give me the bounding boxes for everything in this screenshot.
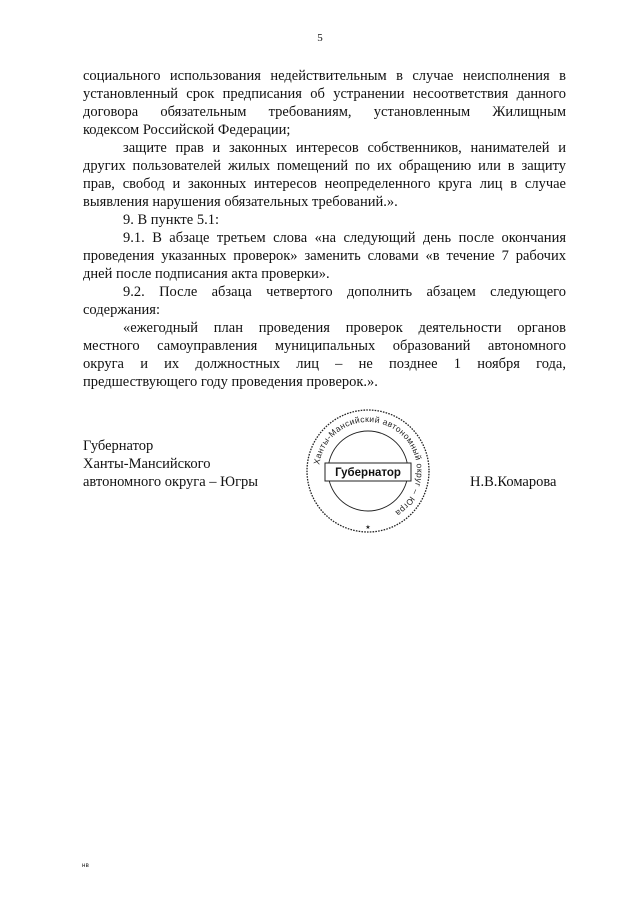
page-number: 5 [317,32,323,44]
paragraph [83,319,566,391]
signer-title-line: Ханты-Мансийского [83,456,211,472]
text-line: других пользователей жилых помещений по их обращению или в защиту [83,158,566,174]
paragraph [83,283,566,319]
text-line: кодексом Российской Федерации; [83,122,291,138]
signer-title-line: Губернатор [83,438,154,454]
paragraph [83,67,566,139]
text-line: местного самоуправления муниципальных образований автономного [83,338,566,354]
text-line: прав, свобод и законных интересов неопределенного круга лиц в случае [83,176,566,192]
seal-center-text: Губернатор [335,467,401,479]
paragraph [83,229,566,283]
text-line: округа и их должностных лиц – не позднее 1 ноября года, [83,356,566,372]
text-line: содержания: [83,302,161,318]
seal-ring-text: Ханты-Мансийский автономный округ – Югра [311,413,426,519]
text-line: установленный срок предписания об устранении несоответствия данного [83,86,566,102]
paragraph [83,211,566,229]
official-seal [304,407,432,535]
seal-star: ★ [365,524,371,531]
signer-name: Н.В.Комарова [470,474,557,490]
signature-block [83,437,258,491]
paragraph [83,139,566,211]
text-line: договора обязательным требованиям, установленным Жилищным [83,104,566,120]
text-line: выявления нарушения обязательных требований.». [83,194,398,210]
text-line: 9.2. После абзаца четвертого дополнить абзацем следующего [123,284,566,300]
text-line: дней после подписания акта проверки». [83,266,330,282]
text-line: 9.1. В абзаце третьем слова «на следующий день после окончания [123,230,566,246]
text-line: 9. В пункте 5.1: [123,212,219,228]
footer-initials: нв [82,863,90,869]
text-line: «ежегодный план проведения проверок деятельности органов [123,320,566,336]
text-line: социального использования недействительным в случае неисполнения в [83,68,566,84]
text-line: предшествующего году проведения проверок.». [83,374,378,390]
document-body [83,67,566,391]
text-line: защите прав и законных интересов собственников, нанимателей и [123,140,566,156]
text-line: проведения указанных проверок» заменить словами «в течение 7 рабочих [83,248,566,264]
signer-title-line: автономного округа – Югры [83,474,259,490]
